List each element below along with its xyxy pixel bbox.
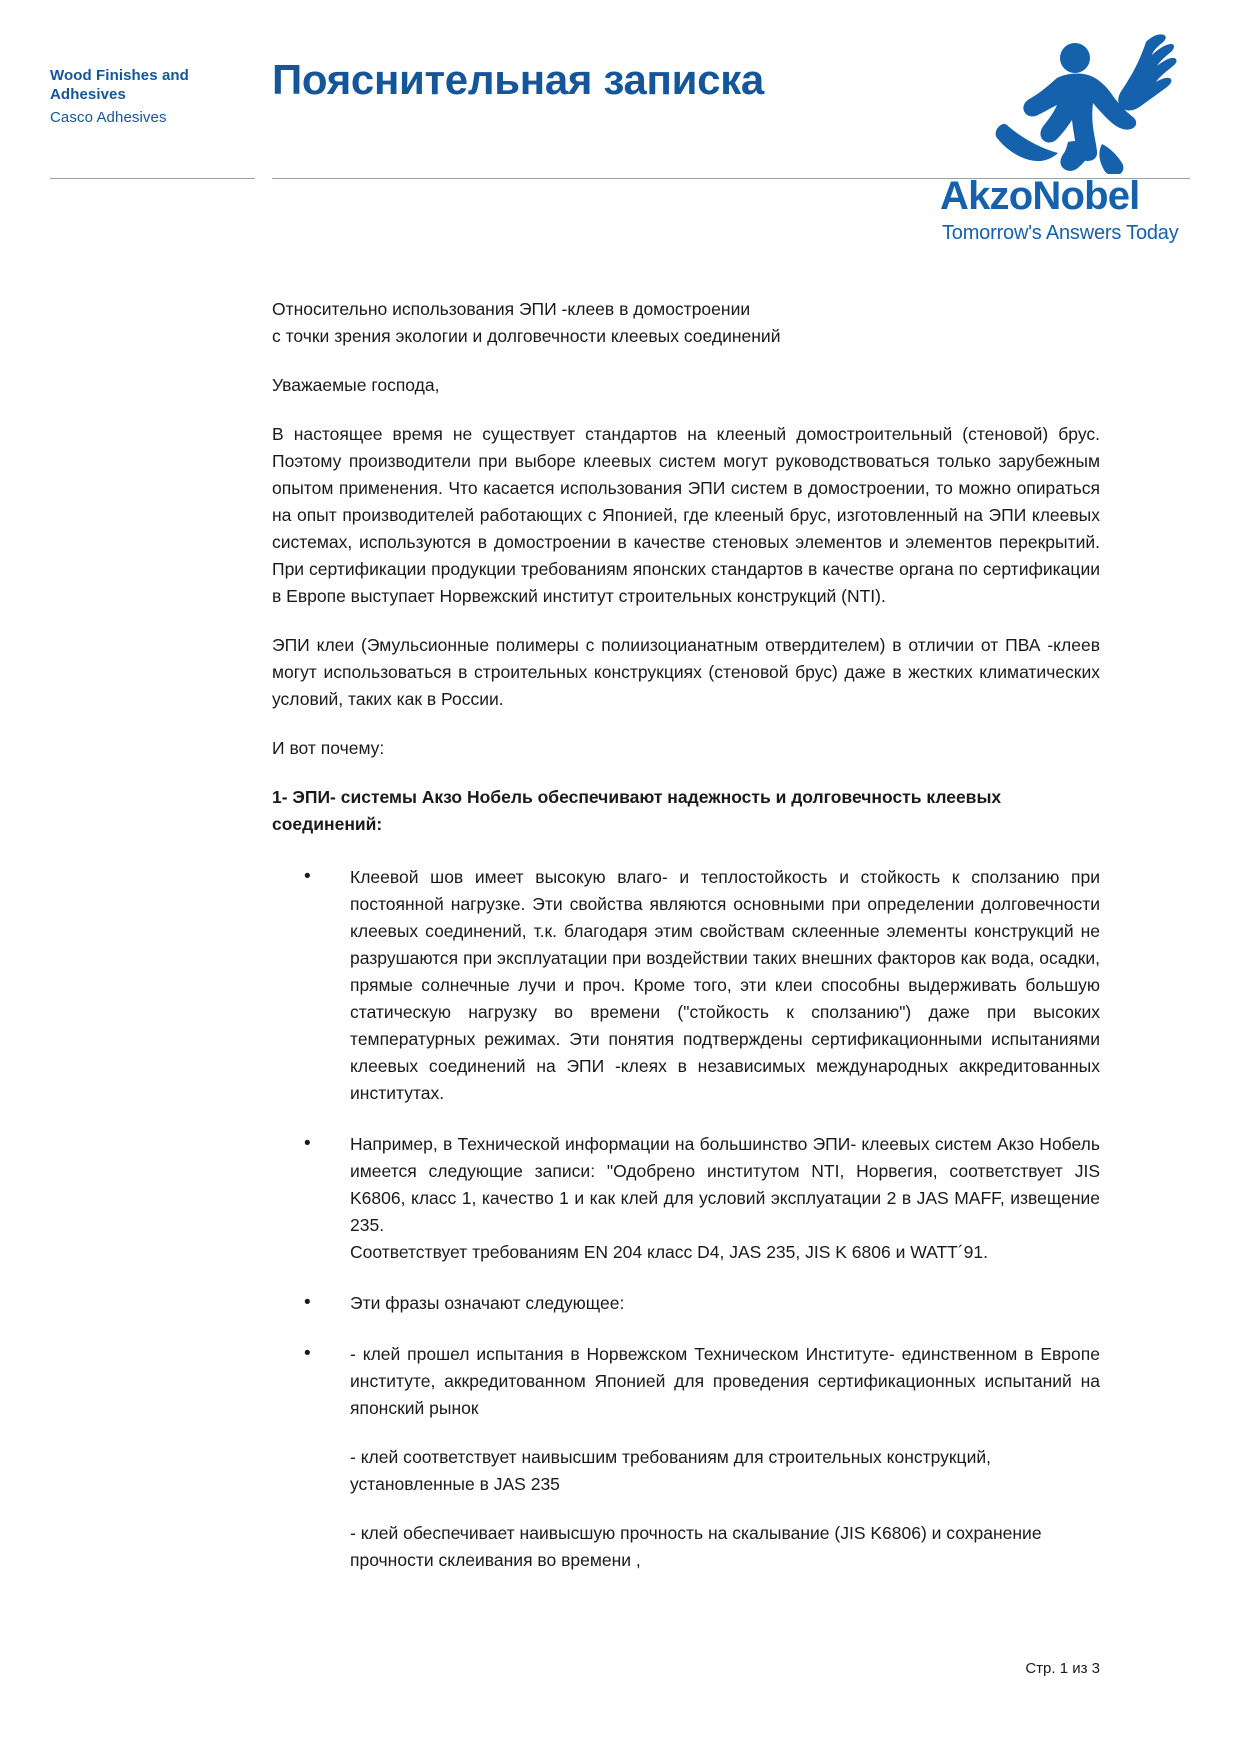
- subject-line-1: Относительно использования ЭПИ -клеев в домостроении: [272, 299, 751, 319]
- list-item: [272, 1341, 1100, 1574]
- section-1-heading: 1- ЭПИ- системы Акзо Нобель обеспечивают надежность и долговечность клеевых соединений:: [272, 787, 1002, 834]
- paragraph-1: В настоящее время не существует стандартов на клееный домостроительный (стеновой) брус. Поэтому производители при выборе клеевых систем могут руководствоваться только зарубежным опытом применения. Что касается использования ЭПИ систем в домостроении, то можно опираться на опыт производителей работающих с Японией, где клееный брус, изготовленный на ЭПИ клеевых системах, используются в домостроении в качестве стеновых элементов и элементов перекрытий. При сертификации продукции требованиям японских стандартов в качестве органа по сертификации в Европе выступает Норвежский институт строительных конструкций (NTI).: [272, 424, 1100, 606]
- brand-product-line: Casco Adhesives: [50, 109, 167, 126]
- phrases-intro: • Эти фразы означают следующее:: [272, 1290, 1100, 1317]
- paragraph-2: ЭПИ клеи (Эмульсионные полимеры с полиизоцианатным отвердителем) в отличии от ПВА -клеев могут использоваться в строительных конструкциях (стеновой брус) даже в жестких климатических условий, таких как в России.: [272, 635, 1100, 709]
- subject-line-2: с точки зрения экологии и долговечности клеевых соединений: [272, 326, 781, 346]
- reaching-figure-icon: [950, 34, 1190, 174]
- list-item-text: Например, в Технической информации на большинство ЭПИ- клеевых систем Акзо Нобель имеется следующие записи: "Одобрено институтом NTI, Норвегия, соответствует JIS K6806, класс 1, качество 1 и как клей для условий эксплуатации 2 в JAS MAFF, извещение 235.: [350, 1134, 1100, 1235]
- page-title: Пояснительная записка: [272, 56, 764, 103]
- header-divider-left: [50, 178, 255, 179]
- logo-tagline: Tomorrow's Answers Today: [942, 222, 1179, 244]
- list-item: • Клеевой шов имеет высокую влаго- и теплостойкость и стойкость к сползанию при постоянной нагрузке. Эти свойства являются основными при определении долговечности клеевых соединений, т.к. благодаря этим свойствам склеенные элементы конструкций не разрушаются при эксплуатации при воздействии таких внешних факторов как вода, осадки, прямые солнечные лучи и проч. Кроме того, эти клеи способны выдерживать большую статическую нагрузку во времени ("стойкость к сползанию") даже при высоких температурных режимах. Эти понятия подтверждены сертификационными испытаниями клеевых соединений на ЭПИ -клеях в независимых международных аккредитованных институтах.: [272, 864, 1100, 1107]
- brand-block: [50, 66, 225, 129]
- paragraph-3: И вот почему:: [272, 738, 385, 758]
- logo-wordmark: AkzoNobel: [940, 174, 1140, 218]
- page-footer: Стр. 1 из 3: [1025, 1660, 1100, 1677]
- list-item-text: - клей прошел испытания в Норвежском Техническом Институте- единственном в Европе институте, аккредитованном Японией для проведения сертификационных испытаний на японский рынок: [350, 1344, 1100, 1418]
- bullet-list: [272, 864, 1100, 1574]
- list-item: [272, 1131, 1100, 1266]
- list-item-text-line2: Соответствует требованиям EN 204 класс D4, JAS 235, JIS K 6806 и WATT´91.: [350, 1242, 988, 1262]
- sub-paragraph-2: - клей обеспечивает наивысшую прочность на скалывание (JIS K6806) и сохранение прочности склеивания во времени ,: [350, 1523, 1042, 1570]
- akzonobel-logo: [940, 34, 1190, 264]
- salutation: Уважаемые господа,: [272, 375, 440, 395]
- document-body: [272, 296, 1100, 1598]
- sub-paragraph-1: - клей соответствует наивысшим требованиям для строительных конструкций, установленные в JAS 235: [350, 1447, 991, 1494]
- brand-division-name: Wood Finishes and Adhesives: [50, 67, 189, 103]
- page-header: [0, 0, 1240, 270]
